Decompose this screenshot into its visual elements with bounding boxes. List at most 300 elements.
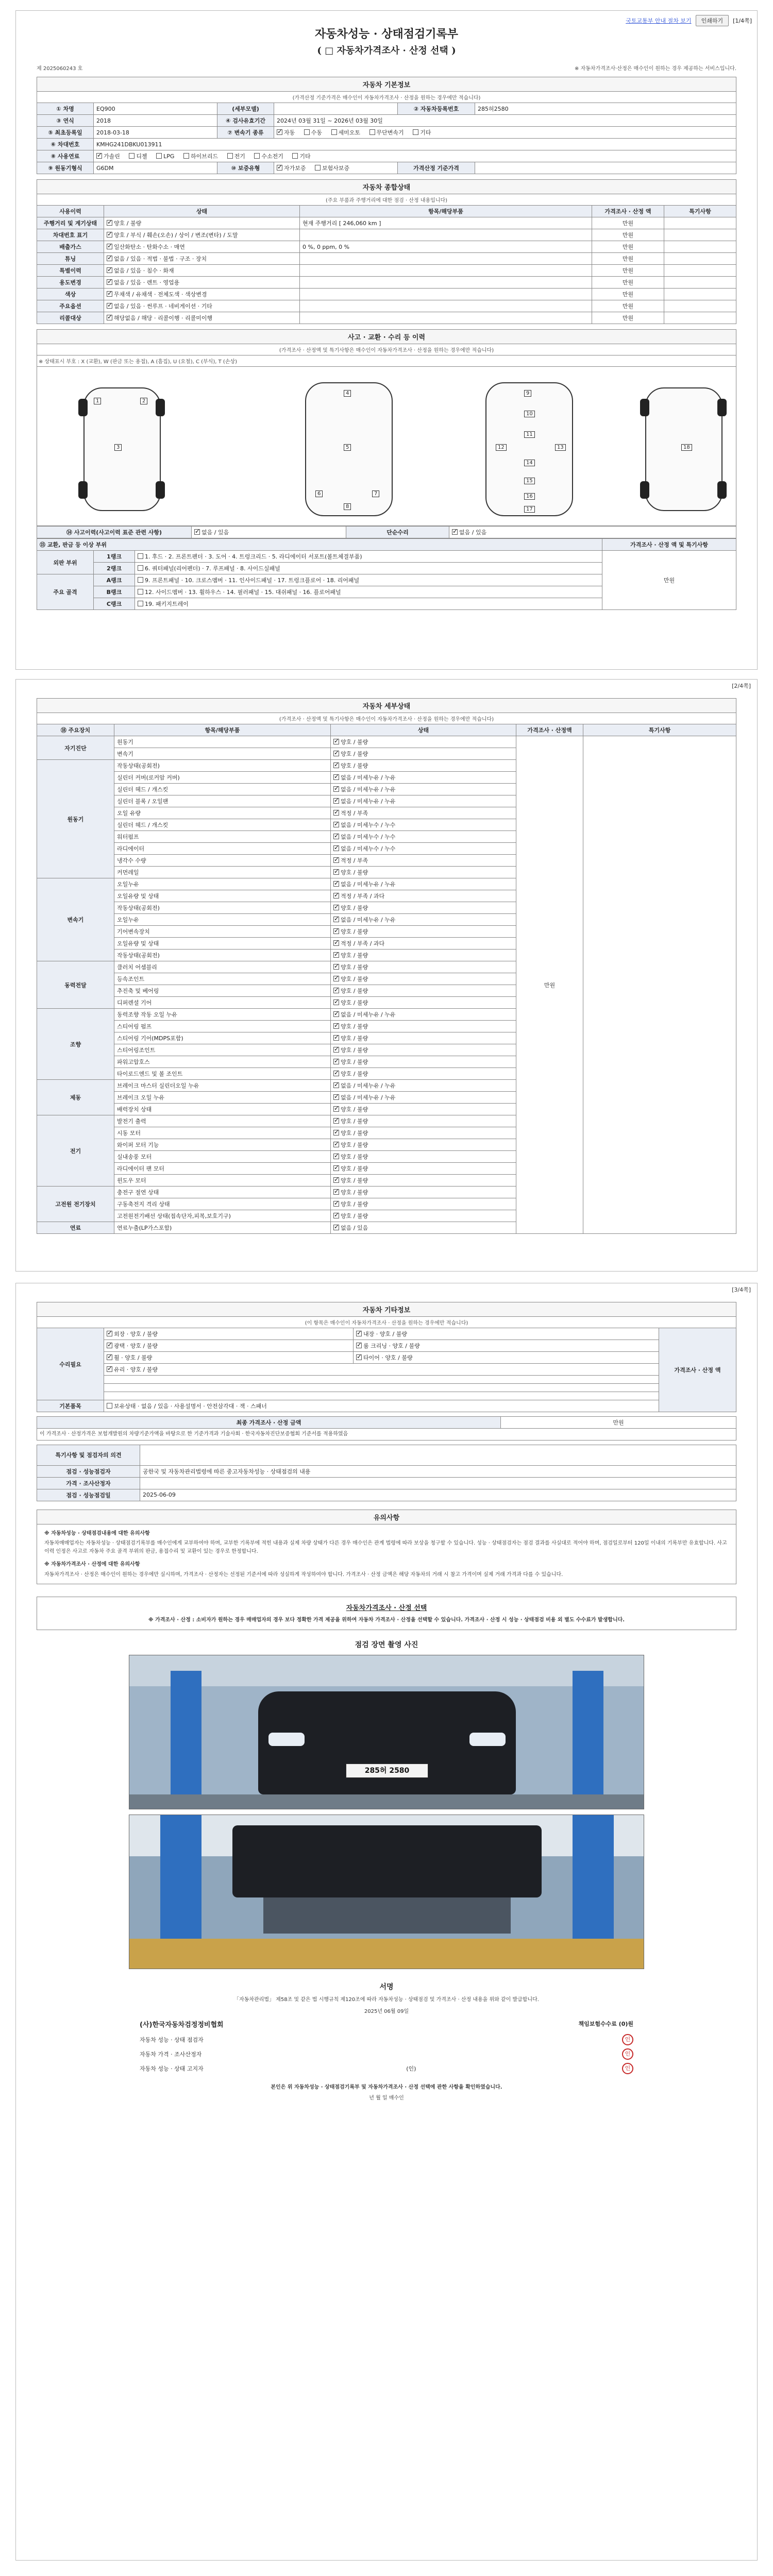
page-number: [1/4쪽] bbox=[733, 18, 752, 24]
state-checkbox[interactable] bbox=[107, 244, 112, 249]
state-text: 적정 / 부족 bbox=[341, 857, 368, 864]
notice-title: 유의사항 bbox=[37, 1510, 736, 1524]
damage-note: (가격조사 · 산정액 및 특기사항은 매수인이 자동차가격조사 · 산정을 원하는 경우에만 적습니다) bbox=[37, 344, 736, 355]
detail-part: 등속조인트 bbox=[114, 973, 331, 985]
part-checkbox[interactable] bbox=[138, 601, 143, 606]
state-checkbox[interactable] bbox=[107, 267, 112, 273]
wheel-icon bbox=[156, 481, 165, 499]
state-text: 양호 / 불량 bbox=[341, 1035, 368, 1042]
base-price-label: 가격산정 기준가격 bbox=[398, 162, 475, 174]
detail-part: 기어변속장치 bbox=[114, 926, 331, 938]
vin-label: ⑥ 차대번호 bbox=[37, 139, 94, 150]
price-section: 자동차 기타정보 bbox=[37, 1302, 736, 1316]
overall-table: 사용이력 상태 항목/해당부품 가격조사 · 산정 액 특기사항 주행거리 및 계기상태 ✓ 양호 / 불량 현재 주행거리 [ 246,060 km ] 만원 차대번호 표기 ✓ 양호 / 부식 / 훼손(오손) / 상이 / 변조(변타) / 도말 만원 배출가스 ✓ 일산화탄소 · 탄화수소 · 매연 0 %, 0 ppm, 0 % 만원 튜닝 ✓ 없음 / 있음 · 적법 · 불법 · 구조 · 장치 만원 특별이력 ✓ 없음 / 있음 · 침수 · 화재 만원 용도변경 ✓ 없음 / 있음 · 렌트 · 영업용 만원 색상 ✓ 무채색 / 유채색 · 전체도색 · 색상변경 만원 주요옵션 ✓ 없음 / 있음 · 썬루프 · 네비게이션 · 기타 만원 리콜대상 ✓ 해당없음 / 해당 · 리콜이행 · 리콜미이행 만원 bbox=[37, 205, 736, 324]
state-text: 양호 / 불량 bbox=[341, 1023, 368, 1030]
state-checkbox[interactable] bbox=[333, 822, 339, 827]
seal-stamp: 인 bbox=[622, 2048, 633, 2060]
buyer-sign-date: 년 월 일 매수인 bbox=[369, 2095, 404, 2101]
state-checkbox[interactable] bbox=[333, 810, 339, 816]
detail-part: 연료누출(LP가스포함) bbox=[114, 1222, 331, 1234]
detail-part: 라디에이터 bbox=[114, 843, 331, 855]
detail-state bbox=[331, 1009, 516, 1021]
fee-label: 책임보험수수료 (0)원 bbox=[578, 2021, 633, 2027]
state-checkbox[interactable] bbox=[107, 291, 112, 297]
detail-part: 브레이크 마스터 실린더오일 누유 bbox=[114, 1080, 331, 1092]
detail-state bbox=[331, 1032, 516, 1044]
seal-stamp: 인 bbox=[622, 2034, 633, 2045]
notice-body: 자동차매매업자는 자동차성능 · 상태점검기록부를 매수인에게 교부하여야 하며, 교부한 기록부에 적힌 내용과 실제 차량 상태가 다른 경우 매수인은 관계 법령에 따라 보상을 청구할 수 있습니다. 성능 · 상태점검자는 점검 결과를 사실대로 적어야 하며, 점검일로부터 120일 이내의 기록부만 유효합니다. 사고이력 인정은 사고로 자동차 주요 골격 부위의 판금, 용접수리 및 교환이 있는 경우로 한정합니다. bbox=[44, 1540, 727, 1554]
diagram-mark: 6 bbox=[315, 490, 323, 497]
state-checkbox[interactable] bbox=[333, 881, 339, 887]
damage-section: 사고 · 교환 · 수리 등 이력 bbox=[37, 329, 736, 344]
detail-group-label: 원동기 bbox=[37, 760, 114, 878]
transmission-options: ✓ 자동 수동 세미오토 무단변속기 기타 bbox=[274, 127, 736, 139]
detail-state bbox=[331, 784, 516, 795]
car-outline-front bbox=[83, 387, 161, 511]
diagram-mark: 16 bbox=[524, 493, 535, 500]
price-choice-body: ※ 가격조사 · 산정 : 소비자가 원하는 경우 매매업자의 경우 보다 정확한 가격 제공을 위하여 자동차 가격조사 · 산정을 선택할 수 있습니다. 가격조사 · 산정 시 성능 · 상태점검 비용 외 별도 수수료가 발생합니다. bbox=[148, 1617, 625, 1623]
detail-state bbox=[331, 902, 516, 914]
first-registration-label: ⑤ 최초등록일 bbox=[37, 127, 94, 139]
price-table: 수리필요 ✓외장 · 양호 / 불량 ✓ 내장 · 양호 / 불량 가격조사 · 산정 액 ✓광택 · 양호 / 불량 ✓ 룸 크리닝 · 양호 / 불량 ✓휠 · 양호 / 불량 ✓ 타이어 · 양호 / 불량 ✓유리 · 양호 / 불량 기본품목 보유상태 · 없음 / 있음 · 사용설명서 · 안전삼각대 · 잭 · 스패너 bbox=[37, 1328, 736, 1412]
signature-title: 서명 bbox=[379, 1982, 394, 1991]
accident-checkbox[interactable] bbox=[194, 529, 200, 535]
state-text: 적정 / 부족 / 과다 bbox=[341, 940, 385, 947]
state-text: 양호 / 불량 bbox=[341, 1059, 368, 1065]
price-choice-title: 자동차가격조사 · 산정 선택 bbox=[346, 1604, 427, 1612]
detail-part: 실내송풍 모터 bbox=[114, 1151, 331, 1163]
state-checkbox[interactable] bbox=[333, 1189, 339, 1195]
state-checkbox[interactable] bbox=[333, 751, 339, 756]
detail-group-label: 연료 bbox=[37, 1222, 114, 1234]
signature-statement: 「자동차관리법」 제58조 및 같은 법 시행규칙 제120조에 따라 자동차성능 · 상태점검 및 가격조사 · 산정 내용을 위와 같이 발급합니다. bbox=[234, 1996, 539, 2003]
state-text: 양호 / 불량 bbox=[341, 1177, 368, 1184]
notice-body: 자동차가격조사 · 산정은 매수인이 원하는 경우에만 실시하며, 가격조사 · 산정자는 선정된 기준서에 따라 성실하게 작성하여야 합니다. 가격조사 · 산정 금액은 해당 자동차의 거래 시 참고 가격이며 실제 거래 가격과 다를 수 있습니다. bbox=[44, 1571, 563, 1578]
vehicle-diagram bbox=[37, 366, 736, 526]
plate-value: 285허2580 bbox=[475, 103, 736, 115]
state-checkbox[interactable] bbox=[333, 739, 339, 744]
overall-section: 자동차 종합상태 bbox=[37, 179, 736, 194]
detail-part: 시동 모터 bbox=[114, 1127, 331, 1139]
wheel-icon bbox=[717, 399, 727, 416]
state-checkbox[interactable] bbox=[333, 1213, 339, 1218]
detail-part: 실린더 커버(로커암 커버) bbox=[114, 772, 331, 784]
wheel-icon bbox=[717, 481, 727, 499]
document-note: ※ 자동차가격조사·산정은 매수인이 원하는 경우 제공하는 서비스입니다. bbox=[575, 66, 736, 72]
item-checkbox[interactable] bbox=[107, 1343, 112, 1348]
state-checkbox[interactable] bbox=[333, 1201, 339, 1207]
detail-state bbox=[331, 1092, 516, 1104]
state-checkbox[interactable] bbox=[107, 232, 112, 238]
state-checkbox[interactable] bbox=[333, 917, 339, 922]
state-checkbox[interactable] bbox=[333, 1154, 339, 1159]
state-text: 없음 / 미세누유 / 누유 bbox=[341, 774, 396, 781]
fuel-label: ⑧ 사용연료 bbox=[37, 150, 94, 162]
detail-group-label: 조향 bbox=[37, 1009, 114, 1080]
item-checkbox[interactable] bbox=[107, 1354, 112, 1360]
state-checkbox[interactable] bbox=[333, 905, 339, 910]
detail-state bbox=[331, 890, 516, 902]
state-checkbox[interactable] bbox=[333, 976, 339, 981]
state-checkbox[interactable] bbox=[333, 1225, 339, 1230]
state-checkbox[interactable] bbox=[333, 834, 339, 839]
transmission-checkbox[interactable] bbox=[413, 129, 418, 135]
document-title: 자동차성능 · 상태점검기록부 bbox=[314, 27, 458, 41]
year-label: ③ 연식 bbox=[37, 115, 94, 127]
vin-value: KMHG241DBKU013911 bbox=[94, 139, 736, 150]
state-checkbox[interactable] bbox=[333, 857, 339, 863]
state-text: 양호 / 불량 bbox=[341, 988, 368, 994]
detail-part: 원동기 bbox=[114, 736, 331, 748]
item-checkbox[interactable] bbox=[107, 1331, 112, 1336]
diagram-mark: 1 bbox=[94, 398, 101, 404]
detail-state bbox=[331, 1127, 516, 1139]
notice-heading: ※ 자동차가격조사 · 산정에 대한 유의사항 bbox=[44, 1562, 140, 1567]
buyer-confirmation: 본인은 위 자동차성능 · 상태점검기록부 및 자동차가격조사 · 산정 선택에 관한 사항을 확인하였습니다. bbox=[271, 2084, 502, 2090]
detail-part: 스티어링 기어(MDPS포함) bbox=[114, 1032, 331, 1044]
state-checkbox[interactable] bbox=[333, 988, 339, 993]
detail-part: 윈도우 모터 bbox=[114, 1175, 331, 1187]
detail-state bbox=[331, 772, 516, 784]
state-checkbox[interactable] bbox=[333, 1177, 339, 1183]
basic-info-note: (가격산정 기준가격은 매수인이 자동차가격조사 · 산정을 원하는 경우에만 적습니다) bbox=[37, 91, 736, 103]
state-text: 없음 / 미세누수 / 누수 bbox=[341, 822, 396, 828]
page-number: [3/4쪽] bbox=[732, 1286, 751, 1293]
state-checkbox[interactable] bbox=[333, 940, 339, 946]
state-text: 없음 / 미세누수 / 누수 bbox=[341, 834, 396, 840]
detail-part: 브레이크 오일 누유 bbox=[114, 1092, 331, 1104]
state-checkbox[interactable] bbox=[333, 762, 339, 768]
detail-part: 클러치 어셈블리 bbox=[114, 961, 331, 973]
document-subtitle: ( □ 자동차가격조사 · 산정 선택 ) bbox=[317, 45, 456, 56]
state-text: 적정 / 부족 bbox=[341, 810, 368, 817]
state-text: 없음 / 미세누유 / 누유 bbox=[341, 917, 396, 923]
detail-table: ⑱ 주요장치 항목/해당부품 상태 가격조사 · 산정액 특기사항 자기진단 원동기 ✓ 양호 / 불량 만원 변속기 ✓ 양호 / 불량 원동기 작동상태(공회전) ✓ 양호 / 불량 실린더 커버(로커암 커버) ✓ 없음 / 미세누유 / 누유 실린더 헤드 / 개스킷 ✓ 없음 / 미세누유 / 누유 실린더 블록 / 오일팬 ✓ 없음 / 미세누유 / 누유 오일 유량 ✓ 적정 / 부족 실린더 헤드 / 개스킷 ✓ 없음 / 미세누수 / 누수 워터펌프 ✓ 없음 / 미세누수 / 누수 라디에이터 ✓ 없음 / 미세누수 / 누수 냉각수 수량 ✓ 적정 / 부족 커먼레일 ✓ 양호 / 불량 변속기 오일누유 ✓ 없음 / 미세누유 / 누유 오일유량 및 상태 ✓ 적정 / 부족 / 과다 작동상태(공회전) ✓ 양호 / 불량 오일누유 ✓ 없음 / 미세누유 / 누유 기어변속장치 ✓ 양호 / 불량 오일유량 및 상태 ✓ 적정 / 부족 / 과다 작동상태(공회전) ✓ 양호 / 불량 동력전달 클러치 어셈블리 ✓ 양호 / 불량 등속조인트 ✓ 양호 / 불량 추진축 및 베어링 ✓ 양호 / 불량 디퍼렌셜 기어 ✓ 양호 / 불량 조향 동력조향 작동 오일 누유 ✓ 없음 / 미세누유 / 누유 스티어링 펌프 ✓ 양호 / 불량 스티어링 기어(MDPS포함) ✓ 양호 / 불량 스티어링조인트 ✓ 양호 / 불량 파워고압호스 ✓ 양호 / 불량 타이로드엔드 및 볼 조인트 ✓ 양호 / 불량 제동 브레이크 마스터 실린더오일 누유 ✓ 없음 / 미세누유 / 누유 브레이크 오일 누유 ✓ 없음 / 미세누유 / 누유 배력장치 상태 ✓ 양호 / 불량 전기 발전기 출력 ✓ 양호 / 불량 시동 모터 ✓ 양호 / 불량 와이퍼 모터 기능 ✓ 양호 / 불량 실내송풍 모터 ✓ 양호 / 불량 라디에이터 팬 모터 ✓ 양호 / 불량 윈도우 모터 ✓ 양호 / 불량 고전원 전기장치 충전구 절연 상태 ✓ 양호 / 불량 구동축전지 격리 상태 ✓ 양호 / 불량 고전원전기배선 상태(접속단자,피복,보호기구) ✓ 양호 / 불량 연료 연료누출(LP가스포함) ✓ 없음 / 있음 bbox=[37, 724, 736, 1234]
print-button[interactable]: 인쇄하기 bbox=[696, 15, 729, 26]
state-checkbox[interactable] bbox=[333, 1165, 339, 1171]
state-checkbox[interactable] bbox=[107, 315, 112, 320]
document-number: 제 2025060243 호 bbox=[37, 66, 83, 72]
detail-state bbox=[331, 1187, 516, 1198]
detail-state bbox=[331, 1056, 516, 1068]
detail-section: 자동차 세부상태 bbox=[37, 698, 736, 713]
diagram-mark: 15 bbox=[524, 478, 535, 484]
detail-state bbox=[331, 819, 516, 831]
fuel-checkbox[interactable] bbox=[183, 153, 189, 159]
detail-group-label: 고전원 전기장치 bbox=[37, 1187, 114, 1222]
diagram-mark: 17 bbox=[524, 506, 535, 513]
detail-part: 타이로드엔드 및 볼 조인트 bbox=[114, 1068, 331, 1080]
state-checkbox[interactable] bbox=[333, 1082, 339, 1088]
detail-state bbox=[331, 1163, 516, 1175]
diagram-mark: 18 bbox=[681, 444, 692, 451]
detail-state bbox=[331, 1210, 516, 1222]
state-text: 양호 / 불량 bbox=[341, 1047, 368, 1054]
detail-part: 커먼레일 bbox=[114, 867, 331, 878]
inspection-period-label: ④ 검사유효기간 bbox=[217, 115, 274, 127]
base-price-value bbox=[475, 162, 736, 174]
detail-group-label: 제동 bbox=[37, 1080, 114, 1115]
state-checkbox[interactable] bbox=[333, 1106, 339, 1112]
detail-state bbox=[331, 1021, 516, 1032]
fuel-checkbox[interactable] bbox=[96, 153, 102, 159]
detail-state bbox=[331, 1222, 516, 1234]
part-checkbox[interactable] bbox=[138, 565, 143, 571]
damage-table: ⑭ 사고이력(사고이력 표준 관련 사항) ✓ 없음 / 있음 단순수리 ✓ 없음 / 있음 bbox=[37, 526, 736, 538]
detail-part: 스티어링 펌프 bbox=[114, 1021, 331, 1032]
detail-part: 작동상태(공회전) bbox=[114, 760, 331, 772]
state-text: 없음 / 미세누수 / 누수 bbox=[341, 845, 396, 852]
state-checkbox[interactable] bbox=[333, 1071, 339, 1076]
fuel-options: ✓ 가솔린 디젤 LPG 하이브리드 전기 수소전기 기타 bbox=[94, 150, 736, 162]
detail-group-label: 자기진단 bbox=[37, 736, 114, 760]
wheel-icon bbox=[78, 399, 88, 416]
state-checkbox[interactable] bbox=[333, 1059, 339, 1064]
detail-state bbox=[331, 1080, 516, 1092]
submodel-label: (세부모델) bbox=[217, 103, 274, 115]
state-text: 양호 / 불량 bbox=[341, 1213, 368, 1219]
inspection-photo-underside bbox=[129, 1815, 644, 1969]
toolbar bbox=[626, 15, 752, 26]
state-checkbox[interactable] bbox=[333, 1130, 339, 1136]
first-registration-value: 2018-03-18 bbox=[94, 127, 217, 139]
detail-state bbox=[331, 1175, 516, 1187]
detail-part: 충전구 절연 상태 bbox=[114, 1187, 331, 1198]
total-unit: 만원 bbox=[501, 1417, 736, 1429]
item-checkbox[interactable] bbox=[107, 1403, 112, 1409]
fuel-checkbox[interactable] bbox=[129, 153, 135, 159]
detail-part: 오일누유 bbox=[114, 878, 331, 890]
part-checkbox[interactable] bbox=[138, 577, 143, 583]
detail-part: 스티어링조인트 bbox=[114, 1044, 331, 1056]
fuel-checkbox[interactable] bbox=[227, 153, 233, 159]
state-text: 양호 / 불량 bbox=[341, 1201, 368, 1208]
state-text: 없음 / 미세누유 / 누유 bbox=[341, 1011, 396, 1018]
state-checkbox[interactable] bbox=[333, 1011, 339, 1017]
detail-state bbox=[331, 1104, 516, 1115]
state-text: 없음 / 미세누유 / 누유 bbox=[341, 881, 396, 888]
state-checkbox[interactable] bbox=[333, 786, 339, 792]
price-note: (이 항목은 매수인이 자동차가격조사 · 산정을 원하는 경우에만 적습니다) bbox=[37, 1316, 736, 1328]
detail-state bbox=[331, 914, 516, 926]
engine-type-label: ⑨ 원동기형식 bbox=[37, 162, 94, 174]
detail-state bbox=[331, 1115, 516, 1127]
state-text: 양호 / 불량 bbox=[341, 1106, 368, 1113]
detail-part: 오일 유량 bbox=[114, 807, 331, 819]
detail-part: 오일누유 bbox=[114, 914, 331, 926]
plate-label: ② 자동차등록번호 bbox=[398, 103, 475, 115]
diagram-mark: 2 bbox=[140, 398, 147, 404]
diagram-mark: 10 bbox=[524, 411, 535, 417]
transmission-checkbox[interactable] bbox=[304, 129, 310, 135]
state-text: 없음 / 있음 bbox=[341, 1225, 368, 1231]
detail-part: 작동상태(공회전) bbox=[114, 950, 331, 961]
help-link[interactable]: 국토교통부 안내 절차 보기 bbox=[626, 18, 692, 24]
engine-type-value: G6DM bbox=[94, 162, 217, 174]
state-text: 양호 / 불량 bbox=[341, 952, 368, 959]
signer-table: 특기사항 및 점검자의 의견 점검 · 성능점검자 공한국 및 자동차관리법령에 따른 중고자동차성능 · 상태점검의 내용 가격 · 조사산정자 점검 · 성능점검일 2025-06-09 bbox=[37, 1445, 736, 1501]
parts-table: ⑮ 교환, 판금 등 이상 부위 가격조사 · 산정 액 및 특기사항 외판 부위 1랭크 1. 후드 · 2. 프론트펜더 · 3. 도어 · 4. 트렁크리드 · 5. 라디에이터 서포트(볼트체결부품) 만원 2랭크 6. 쿼터패널(리어펜더) · 7. 루프패널 · 8. 사이드실패널 주요 골격 A랭크 9. 프론트패널 · 10. 크로스멤버 · 11. 인사이드패널 · 17. 트렁크플로어 · 18. 리어패널 B랭크 12. 사이드멤버 · 13. 휠하우스 · 14. 필러패널 · 15. 대쉬패널 · 16. 플로어패널 C랭크 19. 패키지트레이 bbox=[37, 538, 736, 610]
state-text: 없음 / 미세누유 / 누유 bbox=[341, 1094, 396, 1101]
wheel-icon bbox=[156, 399, 165, 416]
detail-state bbox=[331, 973, 516, 985]
transmission-label: ⑦ 변속기 종류 bbox=[217, 127, 274, 139]
state-text: 양호 / 불량 bbox=[341, 905, 368, 911]
state-text: 양호 / 불량 bbox=[341, 1165, 368, 1172]
detail-part: 냉각수 수량 bbox=[114, 855, 331, 867]
state-text: 양호 / 불량 bbox=[341, 869, 368, 876]
notice-box bbox=[37, 1524, 736, 1585]
item-checkbox[interactable] bbox=[107, 1366, 112, 1372]
detail-row bbox=[37, 736, 736, 748]
detail-part: 추진축 및 베어링 bbox=[114, 985, 331, 997]
overall-note: (주요 부품과 주행거리에 대한 점검 · 산정 내용입니다) bbox=[37, 194, 736, 205]
state-checkbox[interactable] bbox=[333, 1118, 339, 1124]
state-checkbox[interactable] bbox=[333, 1023, 339, 1029]
detail-part: 와이퍼 모터 기능 bbox=[114, 1139, 331, 1151]
diagram-mark: 12 bbox=[496, 444, 507, 451]
detail-state bbox=[331, 807, 516, 819]
state-text: 양호 / 불량 bbox=[341, 976, 368, 982]
detail-state bbox=[331, 1198, 516, 1210]
issuer-company: (사)한국자동차검정정비협회 bbox=[140, 2021, 224, 2029]
repair-checkbox[interactable] bbox=[452, 529, 458, 535]
warranty-checkbox[interactable] bbox=[315, 165, 321, 171]
model-value: EQ900 bbox=[94, 103, 217, 115]
state-checkbox[interactable] bbox=[333, 1035, 339, 1041]
state-checkbox[interactable] bbox=[333, 845, 339, 851]
state-checkbox[interactable] bbox=[107, 256, 112, 261]
state-text: 적정 / 부족 / 과다 bbox=[341, 893, 385, 900]
total-table bbox=[37, 1416, 736, 1440]
total-label: 최종 가격조사 · 산정 금액 bbox=[37, 1417, 501, 1429]
detail-state bbox=[331, 736, 516, 748]
diagram-mark: 14 bbox=[524, 460, 535, 466]
part-checkbox[interactable] bbox=[138, 553, 143, 559]
diagram-mark: 9 bbox=[524, 390, 531, 397]
state-checkbox[interactable] bbox=[107, 220, 112, 226]
part-checkbox[interactable] bbox=[138, 589, 143, 595]
detail-state bbox=[331, 1139, 516, 1151]
price-choice-box bbox=[37, 1597, 736, 1630]
item-checkbox[interactable] bbox=[356, 1354, 362, 1360]
state-text: 양호 / 불량 bbox=[341, 739, 368, 745]
state-text: 없음 / 미세누유 / 누유 bbox=[341, 786, 396, 793]
detail-part: 오일유량 및 상태 bbox=[114, 938, 331, 950]
state-checkbox[interactable] bbox=[333, 869, 339, 875]
detail-state bbox=[331, 855, 516, 867]
state-text: 양호 / 불량 bbox=[341, 928, 368, 935]
detail-state bbox=[331, 831, 516, 843]
state-checkbox[interactable] bbox=[333, 893, 339, 899]
detail-remarks bbox=[583, 736, 736, 1234]
detail-part: 파워고압호스 bbox=[114, 1056, 331, 1068]
state-checkbox[interactable] bbox=[333, 999, 339, 1005]
detail-part: 배력장치 상태 bbox=[114, 1104, 331, 1115]
detail-state bbox=[331, 867, 516, 878]
fuel-checkbox[interactable] bbox=[292, 153, 298, 159]
fuel-checkbox[interactable] bbox=[254, 153, 260, 159]
state-text: 양호 / 불량 bbox=[341, 1189, 368, 1196]
state-text: 양호 / 불량 bbox=[341, 1071, 368, 1077]
warranty-checkbox[interactable] bbox=[277, 165, 282, 171]
state-text: 없음 / 미세누유 / 누유 bbox=[341, 1082, 396, 1089]
transmission-checkbox[interactable] bbox=[277, 129, 282, 135]
detail-group-label: 동력전달 bbox=[37, 961, 114, 1009]
detail-state bbox=[331, 795, 516, 807]
state-checkbox[interactable] bbox=[333, 774, 339, 780]
item-checkbox[interactable] bbox=[356, 1331, 362, 1336]
state-checkbox[interactable] bbox=[107, 279, 112, 285]
warranty-options: ✓ 자가보증 보험사보증 bbox=[274, 162, 398, 174]
state-checkbox[interactable] bbox=[333, 952, 339, 958]
state-text: 양호 / 불량 bbox=[341, 751, 368, 757]
detail-part: 오일유량 및 상태 bbox=[114, 890, 331, 902]
diagram-mark: 5 bbox=[344, 444, 351, 451]
page-3: [3/4쪽] 자동차 기타정보 (이 항목은 매수인이 자동차가격조사 · 산정을 원하는 경우에만 적습니다) 수리필요 ✓외장 · 양호 / 불량 ✓ 내장 · 양호 / 불량 가격조사 · 산정 액 ✓광택 · 양호 / 불량 ✓ 룸 크리닝 · 양호 / 불량 ✓휠 · 양호 / 불량 ✓ 타이어 · 양호 / 불량 ✓유리 · 양호 / 불량 기본품목 보유상태 · 없음 / 있음 · 사용설명서 · 안전삼각대 · 잭 · 스패너 최종 가격조사 · 산정 금액 만원 이 가격조사 · 산정가격은 보험개발원의 차량기준가액을 바탕으로 한 기준가격과 기술사회 · 한국자동차진단보증협회 기준서를 적용하였음 특기사항 및 점검자의 의견 점검 · 성능점검자 공한국 및 자동차관리법령에 따른 중고자동차성능 · 상태점검의 내용 가격 · 조사산정자 점검 · 성능점검일 2025-06-09 유의사항 ※ 자동차성능 · 상태점검내용에 대한 유의사항 자동차매매업자는 자동차성능 · 상태점검기록부를 매수인에게 교부하여야 하며, 교부한 기록부에 적힌 내용과 실제 차량 상태가 다른 경우 매수인은 관계 법령에 따라 보상을 청구할 수 있습니다. 성능 · 상태점검자는 점검 결과를 사실대로 적어야 하며, 점검일로부터 120일 이내의 기록부만 유효합니다. 사고이력 인정은 사고로 자동차 주요 골격 부위의 판금, 용접수리 및 교환이 있는 경우로 한정합니다. ※ 자동차가격조사 · 산정에 대한 유의사항 자동차가격조사 · 산정은 매수인이 원하는 경우에만 실시하며, 가격조사 · 산정자는 선정된 기준서에 따라 성실하게 작성하여야 합니다. 가격조사 · 산정 금액은 해당 자동차의 거래 시 참고 가격이며 실제 거래 가격과 다를 수 있습니다. 자동차가격조사 · 산정 선택 ※ 가격조사 · 산정 : 소비자가 원하는 경우 매매업자의 경우 보다 정확한 가격 제공을 위하여 자동차 가격조사 · 산정을 선택할 수 있습니다. 가격조사 · 산정 시 성능 · 상태점검 비용 외 별도 수수료가 발생합니다. 점검 장면 촬영 사진 285허 2580 서명 「자동차관리법」 제58조 및 같은 법 시행규칙 제120조에 따라 자동차성능 · 상태점검 및 가격조사 · 산정 내용을 위와 같이 발급합니다. 2025년 06월 09일 (사)한국자동차검정정비협회 책임보험수수료 (0)원 자동차 성능 · 상태 점검자 인 자동차 가격 · 조사산정자 인 자동차 성능 · 상태 고지자 (인) 인 본인은 위 자동차성능 · 상태점검기록부 및 자동차가격조사 · 산정 선택에 관한 사항을 확인하였습니다. 년 월 일 매수인 bbox=[15, 1283, 758, 2561]
detail-part: 고전원전기배선 상태(접속단자,피복,보호기구) bbox=[114, 1210, 331, 1222]
detail-state bbox=[331, 878, 516, 890]
state-checkbox[interactable] bbox=[107, 303, 112, 309]
detail-state bbox=[331, 938, 516, 950]
damage-legend: ※ 상태표시 부호 : X (교환), W (판금 또는 용접), A (흠집), U (요철), C (부식), T (손상) bbox=[37, 355, 736, 366]
detail-state bbox=[331, 1044, 516, 1056]
detail-group-label: 전기 bbox=[37, 1115, 114, 1187]
detail-group-label: 변속기 bbox=[37, 878, 114, 961]
detail-state bbox=[331, 1068, 516, 1080]
wheel-icon bbox=[78, 481, 88, 499]
detail-part: 발전기 출력 bbox=[114, 1115, 331, 1127]
page-2 bbox=[15, 679, 758, 1272]
state-text: 양호 / 불량 bbox=[341, 1130, 368, 1137]
state-checkbox[interactable] bbox=[333, 798, 339, 804]
state-text: 양호 / 불량 bbox=[341, 999, 368, 1006]
state-text: 없음 / 미세누유 / 누유 bbox=[341, 798, 396, 805]
state-text: 양호 / 불량 bbox=[341, 1118, 368, 1125]
state-text: 양호 / 불량 bbox=[341, 762, 368, 769]
detail-note: (가격조사 · 산정액 및 특기사항은 매수인이 자동차가격조사 · 산정을 원하는 경우에만 적습니다) bbox=[37, 713, 736, 724]
state-checkbox[interactable] bbox=[333, 964, 339, 970]
fuel-checkbox[interactable] bbox=[156, 153, 162, 159]
transmission-checkbox[interactable] bbox=[331, 129, 337, 135]
item-checkbox[interactable] bbox=[356, 1343, 362, 1348]
wheel-icon bbox=[640, 399, 649, 416]
inspection-photo-front bbox=[129, 1655, 644, 1809]
notice-heading: ※ 자동차성능 · 상태점검내용에 대한 유의사항 bbox=[44, 1530, 150, 1536]
detail-state bbox=[331, 748, 516, 760]
state-checkbox[interactable] bbox=[333, 1142, 339, 1147]
warranty-label: ⑩ 보증유형 bbox=[217, 162, 274, 174]
diagram-mark: 7 bbox=[372, 490, 379, 497]
detail-part: 실린더 블록 / 오일팬 bbox=[114, 795, 331, 807]
detail-part: 디퍼렌셜 기어 bbox=[114, 997, 331, 1009]
state-checkbox[interactable] bbox=[333, 1047, 339, 1053]
diagram-mark: 8 bbox=[344, 503, 351, 510]
detail-part: 변속기 bbox=[114, 748, 331, 760]
state-text: 양호 / 불량 bbox=[341, 964, 368, 971]
wheel-icon bbox=[640, 481, 649, 499]
detail-part: 구동축전지 격리 상태 bbox=[114, 1198, 331, 1210]
page-number: [2/4쪽] bbox=[732, 683, 751, 689]
transmission-checkbox[interactable] bbox=[369, 129, 375, 135]
state-text: 양호 / 불량 bbox=[341, 1154, 368, 1160]
detail-part: 라디에이터 팬 모터 bbox=[114, 1163, 331, 1175]
state-checkbox[interactable] bbox=[333, 1094, 339, 1100]
basic-info-section: 자동차 기본정보 bbox=[37, 77, 736, 91]
state-checkbox[interactable] bbox=[333, 928, 339, 934]
license-plate: 285허 2580 bbox=[346, 1764, 428, 1778]
basic-info-table bbox=[37, 103, 736, 174]
